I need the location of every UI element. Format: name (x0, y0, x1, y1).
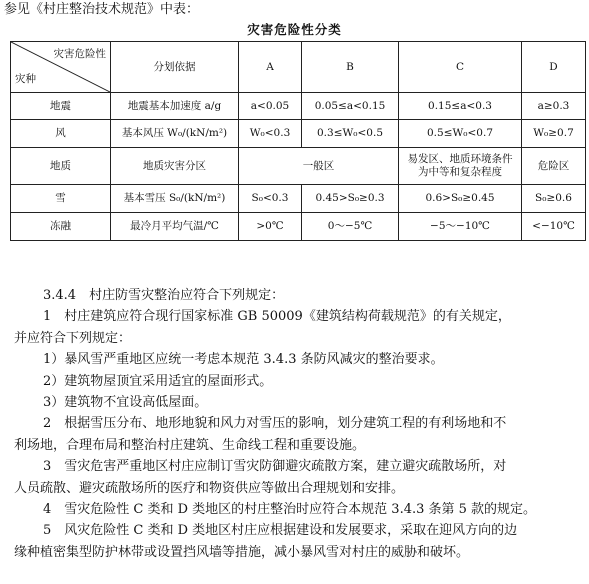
table-row-snow (11, 185, 586, 213)
row-name: 地震 (11, 93, 111, 120)
cell-class-d: W₀≥0.7 (522, 120, 586, 148)
row-name: 风 (11, 120, 111, 148)
row-name: 冻融 (11, 213, 111, 241)
row-basis: 基本风压 W₀/(kN/m²) (111, 120, 239, 148)
cell-class-c: 0.15≤a<0.3 (399, 93, 522, 120)
subclause-1: 1）暴风雪严重地区应统一考虑本规范 3.4.3 条防风减灾的整治要求。 (43, 352, 444, 368)
header-class-b: B (302, 42, 399, 93)
table-header-row (11, 42, 586, 93)
clause-5-cont: 缘种植密集型防护林带或设置挡风墙等措施，减小暴风雪对村庄的威胁和破坏。 (14, 544, 470, 560)
table-row-freeze-thaw (11, 213, 586, 241)
header-corner-cell (11, 42, 111, 93)
subclause-3: 3）建筑物不宜设高低屋面。 (43, 395, 208, 411)
cell-class-c: 易发区、地质环境条件 为中等和复杂程度 (399, 148, 522, 185)
cell-class-a: S₀<0.3 (239, 185, 302, 213)
clause-5: 5 风灾危险性 C 类和 D 类地区村庄应根据建设和发展要求，采取在迎风方向的边 (43, 523, 518, 539)
cell-class-d: a≥0.3 (522, 93, 586, 120)
section-heading: 3.4.4 村庄防雪灾整治应符合下列规定： (43, 288, 285, 303)
clause-2-cont: 利场地，合理布局和整治村庄建筑、生命线工程和重要设施。 (14, 437, 366, 453)
clause-1: 1 村庄建筑应符合现行国家标准 GB 50009《建筑结构荷载规范》的有关规定， (43, 309, 511, 325)
table-title: 灾害危险性分类 (247, 22, 342, 37)
regulation-text (14, 285, 586, 563)
clause-2: 2 根据雪压分布、地形地貌和风力对雪压的影响，划分建筑工程的有利场地和不 (43, 416, 507, 432)
header-disaster-type-label: 灾种 (15, 73, 36, 85)
cell-class-ab: 一般区 (239, 148, 399, 185)
cell-class-a: W₀<0.3 (239, 120, 302, 148)
header-hazard-level-label: 灾害危险性 (53, 48, 106, 60)
clause-3: 3 雪灾危害严重地区村庄应制订雪灾防御避灾疏散方案，建立避灾疏散场所，对 (43, 459, 507, 475)
cell-class-b: 0～−5℃ (302, 213, 399, 241)
intro-text: 参见《村庄整治技术规范》中表： (4, 2, 200, 17)
row-basis: 最冷月平均气温/℃ (111, 213, 239, 241)
cell-class-c: −5～−10℃ (399, 213, 522, 241)
cell-class-c: 0.6>S₀≥0.45 (399, 185, 522, 213)
cell-class-a: >0℃ (239, 213, 302, 241)
cell-class-d: 危险区 (522, 148, 586, 185)
cell-class-b: 0.05≤a<0.15 (302, 93, 399, 120)
subclause-2: 2）建筑物屋顶宜采用适宜的屋面形式。 (43, 373, 273, 389)
clause-3-cont: 人员疏散、避灾疏散场所的医疗和物资供应等做出合理规划和安排。 (14, 480, 405, 496)
cell-class-b: 0.3≤W₀<0.5 (302, 120, 399, 148)
clause-4: 4 雪灾危险性 C 类和 D 类地区的村庄整治时应符合本规范 3.4.3 条第 5 款的规定。 (43, 502, 537, 518)
table-row-geology (11, 148, 586, 185)
row-basis: 地质灾害分区 (111, 148, 239, 185)
header-class-d: D (522, 42, 586, 93)
clause-1-cont: 并应符合下列规定： (14, 330, 132, 346)
cell-class-a: a<0.05 (239, 93, 302, 120)
header-class-c: C (399, 42, 522, 93)
row-name: 地质 (11, 148, 111, 185)
header-basis: 分划依据 (111, 42, 239, 93)
cell-class-b: 0.45>S₀≥0.3 (302, 185, 399, 213)
table-row-earthquake (11, 93, 586, 120)
row-basis: 地震基本加速度 a/g (111, 93, 239, 120)
row-basis: 基本雪压 S₀/(kN/m²) (111, 185, 239, 213)
cell-class-d: <−10℃ (522, 213, 586, 241)
header-class-a: A (239, 42, 302, 93)
cell-class-d: S₀≥0.6 (522, 185, 586, 213)
hazard-classification-table (10, 41, 586, 241)
row-name: 雪 (11, 185, 111, 213)
cell-class-c: 0.5≤W₀<0.7 (399, 120, 522, 148)
table-row-wind (11, 120, 586, 148)
